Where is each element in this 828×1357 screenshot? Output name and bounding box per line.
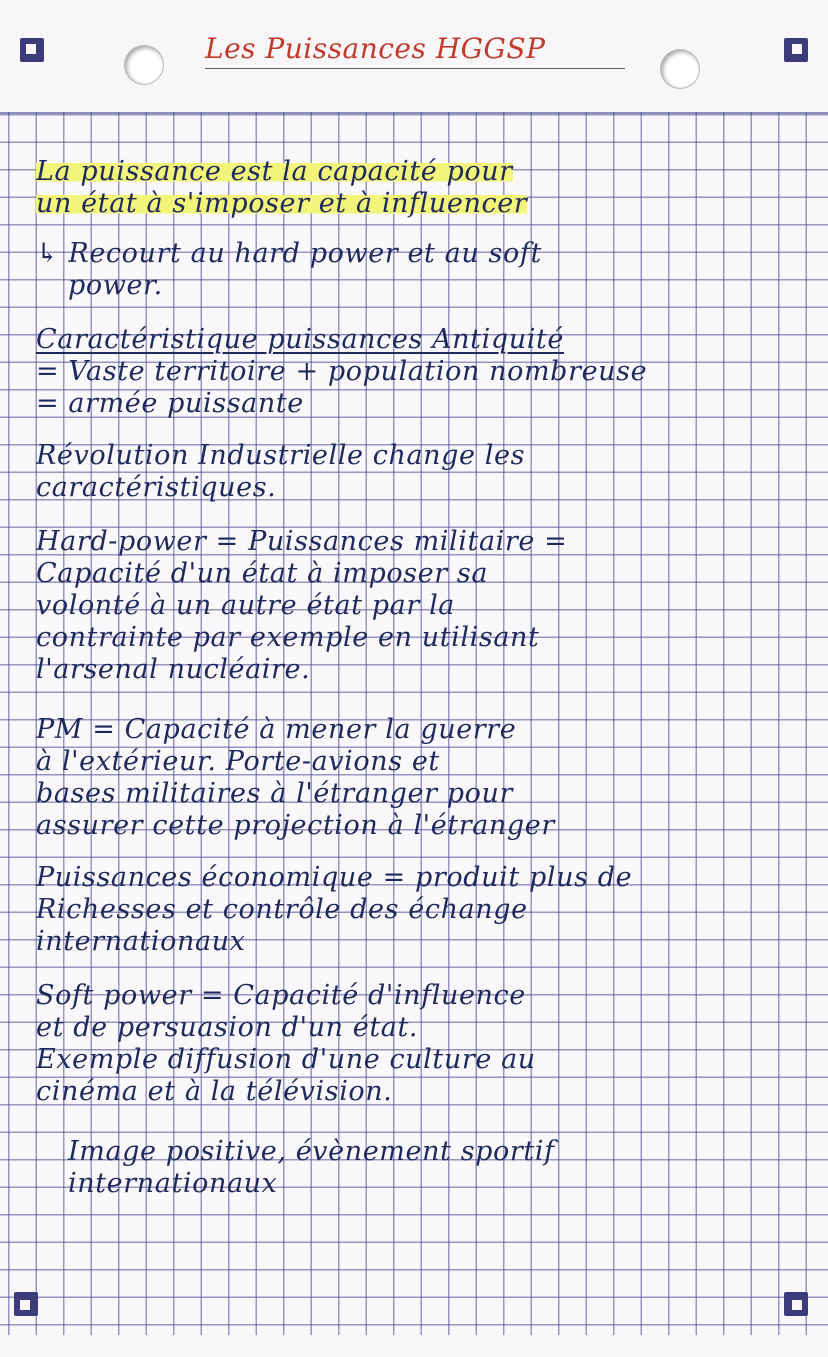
soft-power-line-2: et de persuasion d'un état. — [36, 1012, 419, 1043]
section-economique — [36, 862, 816, 958]
section-antiquite — [36, 324, 816, 420]
economique-line-2: Richesses et contrôle des échange — [36, 894, 528, 925]
corner-marker-icon — [784, 38, 808, 62]
recourt-line-1: ↳ Recourt au hard power et au soft — [36, 238, 542, 269]
revolution-line-1: Révolution Industrielle change les — [36, 440, 526, 471]
hard-power-line-3: volonté à un autre état par la — [36, 590, 456, 621]
hard-power-line-1: Hard-power = Puissances militaire = — [36, 526, 568, 557]
corner-marker-icon — [20, 38, 44, 62]
punch-hole-left — [125, 46, 163, 84]
soft-power-line-3: Exemple diffusion d'une culture au — [36, 1044, 536, 1075]
section-recourt — [36, 238, 816, 302]
economique-line-1: Puissances économique = produit plus de — [36, 862, 633, 893]
punch-hole-right — [661, 50, 699, 88]
section-image — [36, 1136, 816, 1200]
header-rule — [0, 112, 828, 114]
antiquite-line-1: Caractéristique puissances Antiquité — [36, 324, 564, 355]
section-pm — [36, 714, 816, 842]
section-revolution — [36, 440, 816, 504]
hard-power-line-4: contrainte par exemple en utilisant — [36, 622, 540, 653]
corner-marker-icon — [14, 1292, 38, 1316]
section-definition — [36, 156, 816, 220]
definition-line-2: un état à s'imposer et à influencer — [36, 188, 528, 219]
pm-line-4: assurer cette projection à l'étranger — [36, 810, 555, 841]
pm-line-3: bases militaires à l'étranger pour — [36, 778, 514, 809]
definition-line-1: La puissance est la capacité pour — [36, 156, 513, 187]
section-soft-power — [36, 980, 816, 1108]
antiquite-line-3: = armée puissante — [36, 388, 304, 419]
soft-power-line-4: cinéma et à la télévision. — [36, 1076, 393, 1107]
soft-power-line-1: Soft power = Capacité d'influence — [36, 980, 526, 1011]
corner-marker-icon — [784, 1292, 808, 1316]
revolution-line-2: caractéristiques. — [36, 472, 277, 503]
image-line-2: internationaux — [68, 1168, 278, 1199]
pm-line-1: PM = Capacité à mener la guerre — [36, 714, 517, 745]
recourt-line-2: power. — [68, 270, 163, 301]
page-title: Les Puissances HGGSP — [205, 32, 625, 69]
economique-line-3: internationaux — [36, 926, 246, 957]
antiquite-line-2: = Vaste territoire + population nombreuse — [36, 356, 648, 387]
image-line-1: Image positive, évènement sportif — [68, 1136, 555, 1167]
section-hard-power — [36, 526, 816, 686]
pm-line-2: à l'extérieur. Porte-avions et — [36, 746, 440, 777]
notes-body — [36, 152, 816, 1200]
hard-power-line-2: Capacité d'un état à imposer sa — [36, 558, 489, 589]
footer-band — [0, 1335, 828, 1357]
hard-power-line-5: l'arsenal nucléaire. — [36, 654, 311, 685]
